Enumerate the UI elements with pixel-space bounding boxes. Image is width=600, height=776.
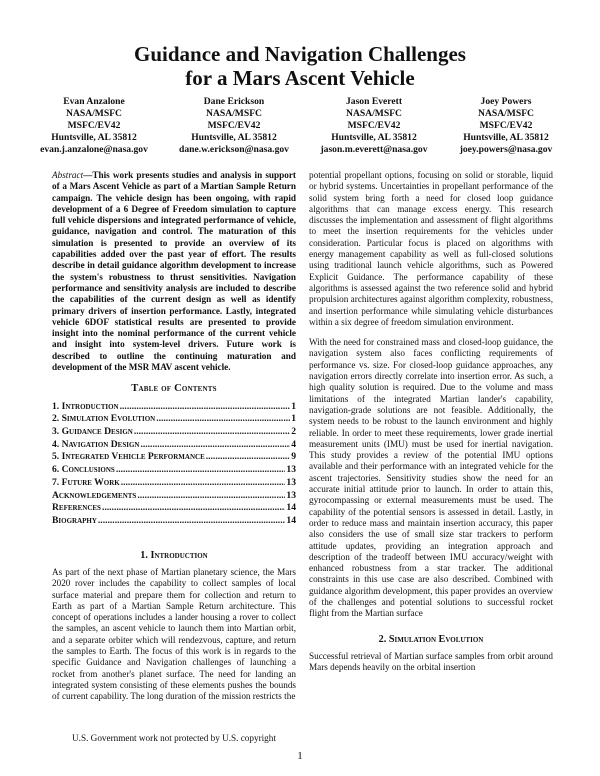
abstract [52, 170, 296, 373]
toc-page: 2 [291, 426, 296, 438]
author-block [30, 96, 570, 154]
title-line-2: for a Mars Ascent Vehicle [185, 66, 415, 90]
toc-entry-guidance-design[interactable] [52, 426, 296, 439]
author-email: joey.powers@nasa.gov [459, 144, 553, 155]
title-line-1: Guidance and Navigation Challenges [134, 42, 466, 66]
copyright-footer: U.S. Government work not protected by U.S. copyright [72, 733, 276, 743]
toc-page: 4 [291, 438, 296, 450]
author-name: Dane Erickson [203, 96, 265, 107]
paper-title [0, 42, 600, 90]
author-4 [436, 96, 576, 156]
toc-leader [137, 490, 285, 503]
introduction-paragraph: As part of the next phase of Martian planetary science, the Mars 2020 rover includes the capability to collect samples of local surface material and prepare them for collection and return to Earth as part of a Martian Sample Return architecture. This concept of operations includes a lander housing a rover to collect the samples, an ascent vehicle to launch them into Martian orbit, and a separate orbiter which will rendezvous, capture, and return the samples to Earth. The focus of this work is in regards to the specific Guidance and Navigation challenges of launching a rocket from another's planet surface. The need for landing an integrated system consisting of these elements pushes the bounds of current capability. The long duration of the mission restricts the [52, 566, 296, 702]
toc-page: 13 [286, 489, 296, 501]
section-heading-introduction: 1. Introduction [140, 549, 208, 561]
author-dept: MSFC/EV42 [479, 120, 533, 131]
toc-label: Biography [52, 514, 97, 526]
navigation-paragraph: With the need for constrained mass and closed-loop guidance, the navigation system also faces conflicting requirements of performance vs. size. For closed-loop guidance approaches, any navigation errors directly correlate into insertion error. As such, a high quality solution is required. Due to the volume and mass limitations of the integrated Martian lander's capability, navigation-grade solutions are not feasible. Additionally, the system needs to be robust to the launch environment and highly reliable. In order to meet these requirements, lower grade inertial measurement units (IMU) must be used for inertial navigation. This study provides a review of the potential IMU options available and their performance with an integrated vehicle for the ascent trajectories. Sensitivity studies show the need for an accurate initial attitude prior to launch. In order to attain this, gyrocompassing or external measurements must be used. The capability of the potential sensors is assessed in detail. Lastly, in order to reduce mass and maintain insertion accuracy, this paper also considers the use of small size star trackers to perform attitude updates, providing an integration approach and description of the tradeoff between IMU accuracy/weight with enhanced robustness from a star tracker. The additional constraints in this use case are also described. Combined with guidance algorithm development, this paper provides an overview of the challenges and potential solutions to successful rocket flight from the Martian surface [309, 337, 553, 619]
toc-label: 6. Conclusions [52, 464, 115, 476]
author-name: Evan Anzalone [63, 96, 125, 107]
author-city: Huntsville, AL 35812 [51, 132, 137, 143]
toc-entry-acknowledgements[interactable] [52, 490, 296, 503]
toc-leader [102, 502, 285, 515]
author-city: Huntsville, AL 35812 [463, 132, 549, 143]
author-3 [304, 96, 444, 156]
toc-page: 1 [291, 413, 296, 425]
toc-label: 7. Future Work [52, 476, 120, 488]
author-org: NASA/MSFC [66, 108, 122, 119]
author-email: dane.w.erickson@nasa.gov [179, 144, 289, 155]
toc-label: 3. Guidance Design [52, 426, 133, 438]
toc-entry-introduction[interactable] [52, 401, 296, 414]
author-email: jason.m.everett@nasa.gov [320, 144, 428, 155]
simulation-paragraph: Successful retrieval of Martian surface samples from orbit around Mars depends heavily on the orbital insertion [309, 650, 553, 673]
table-of-contents [52, 401, 296, 528]
toc-label: 4. Navigation Design [52, 438, 140, 450]
toc-leader [121, 477, 286, 490]
author-email: evan.j.anzalone@nasa.gov [40, 144, 148, 155]
author-dept: MSFC/EV42 [207, 120, 261, 131]
page-number: 1 [297, 750, 303, 762]
toc-label: 2. Simulation Evolution [52, 413, 156, 425]
toc-page: 1 [291, 400, 296, 412]
section-heading-simulation-evolution: 2. Simulation Evolution [378, 633, 484, 645]
toc-page: 13 [286, 464, 296, 476]
toc-page: 9 [291, 451, 296, 463]
toc-entry-navigation-design[interactable] [52, 439, 296, 452]
author-2 [164, 96, 304, 156]
author-org: NASA/MSFC [478, 108, 534, 119]
author-org: NASA/MSFC [206, 108, 262, 119]
toc-leader [156, 413, 290, 426]
author-dept: MSFC/EV42 [67, 120, 121, 131]
abstract-text: —This work presents studies and analysis in support of a Mars Ascent Vehicle as part of a Martian Sample Return campaign. The vehicle design has been ongoing, with rapid development of a 6 Degree of Freedom simulation to capture full vehicle dispersions and integrated performance of vehicle, guidance, navigation and control. The maturation of this simulation is presented to provide an overview of its capabilities added over the past year of effort. The results describe in detail guidance algorithm development to increase the system's robustness to thrust sensitivities. Navigation performance and sensitivity analysis are included to describe the capabilities of the current design as well as identify primary drivers of insertion performance. Lastly, integrated vehicle 6DOF statistical results are presented to provide insight into the nominal performance of the current vehicle and insight into system-level drivers. Future work is described to outline the continuing maturation and development of the MSR MAV ascent vehicle. [52, 170, 296, 373]
toc-label: References [52, 502, 101, 514]
toc-leader [140, 439, 290, 452]
toc-entry-integrated-vehicle-performance[interactable] [52, 451, 296, 464]
left-column [52, 170, 296, 703]
toc-page: 13 [286, 476, 296, 488]
toc-entry-future-work[interactable] [52, 477, 296, 490]
toc-leader [206, 451, 290, 464]
toc-entry-simulation-evolution[interactable] [52, 413, 296, 426]
toc-label: 5. Integrated Vehicle Performance [52, 451, 205, 463]
toc-entry-biography[interactable] [52, 515, 296, 528]
abstract-lead: Abstract [52, 170, 84, 180]
toc-page: 14 [286, 502, 296, 514]
author-dept: MSFC/EV42 [347, 120, 401, 131]
toc-leader [116, 464, 286, 477]
toc-page: 14 [286, 514, 296, 526]
author-city: Huntsville, AL 35812 [331, 132, 417, 143]
toc-leader [134, 426, 290, 439]
toc-leader [98, 515, 286, 528]
toc-entry-references[interactable] [52, 502, 296, 515]
author-1 [24, 96, 164, 156]
author-org: NASA/MSFC [346, 108, 402, 119]
toc-leader [120, 401, 291, 414]
author-city: Huntsville, AL 35812 [191, 132, 277, 143]
right-column [309, 170, 553, 673]
author-name: Joey Powers [480, 96, 532, 107]
toc-entry-conclusions[interactable] [52, 464, 296, 477]
toc-title: Table of Contents [131, 383, 217, 395]
introduction-paragraph-continued: potential propellant options, focusing on solid or storable, liquid or hybrid systems. Uncertainties in propellant performance of the solid system bring forth a need for closed loop guidance algorithms that can manage excess energy. This research discusses the implementation and assessment of flight algorithms to meet the insertion requirements for the vehicles under consideration. Particular focus is placed on algorithms with energy management capability as well as full-closed solutions using traditional launch vehicle algorithms, such as Powered Explicit Guidance. The performance capability of these algorithms is assessed against the two reference solid and hybrid propulsion architectures against algorithm complexity, robustness, and insertion performance while simulating vehicle disturbances within a six degree of freedom simulation environment. [309, 170, 553, 327]
author-name: Jason Everett [345, 96, 403, 107]
toc-label: 1. Introduction [52, 400, 119, 412]
toc-label: Acknowledgements [52, 489, 137, 501]
